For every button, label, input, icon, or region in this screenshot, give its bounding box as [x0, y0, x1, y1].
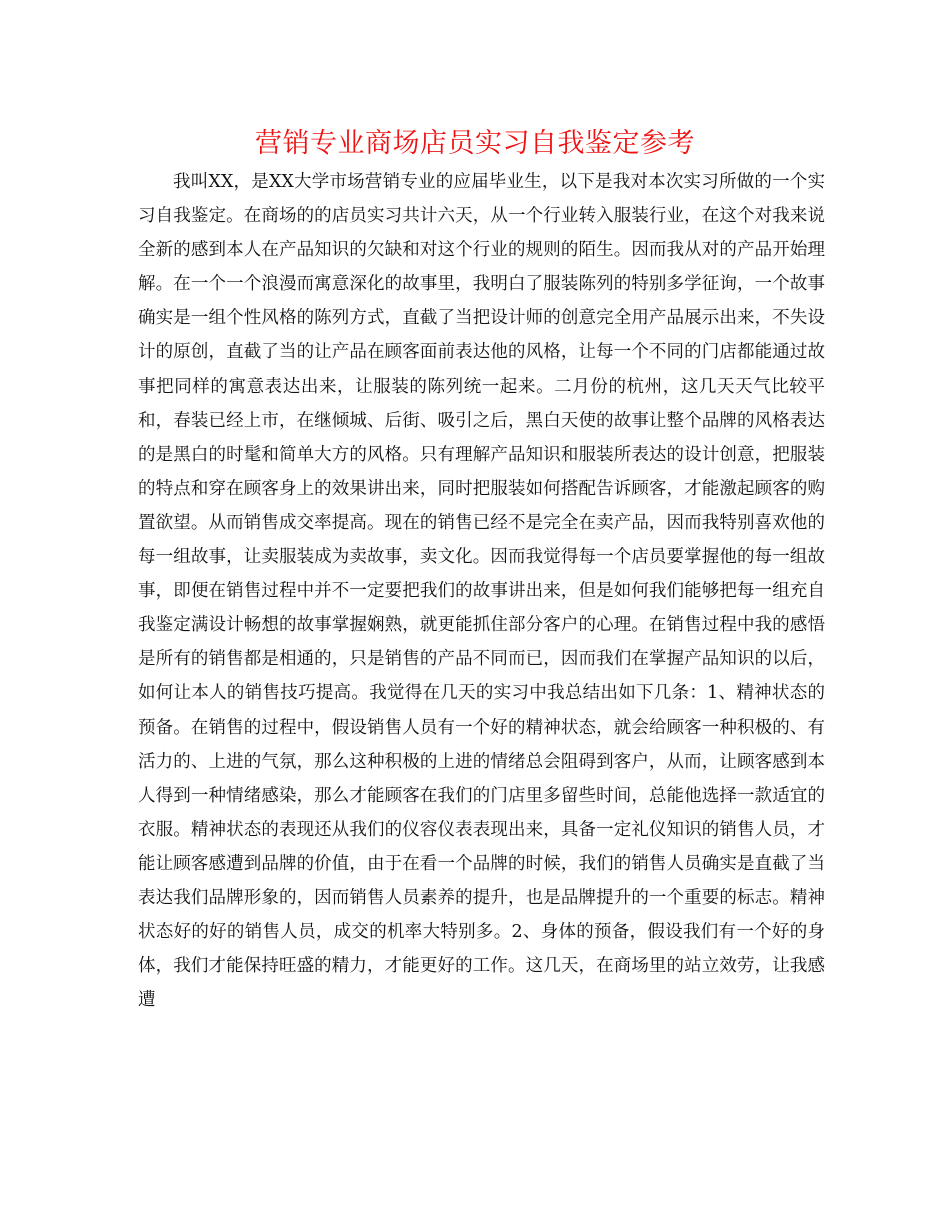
document-title: 营销专业商场店员实习自我鉴定参考	[255, 128, 695, 159]
body-paragraph: 我叫XX，是XX大学市场营销专业的应届毕业生，以下是我对本次实习所做的一个实习自我鉴定。在商场的的店员实习共计六天，从一个行业转入服装行业，在这个对我来说全新的感到本人在产品知识的欠缺和对这个行业的规则的陌生。因而我从对的产品开始理解。在一个一个浪漫而寓意深化的故事里，我明白了服装陈列的特别多学征询，一个故事确实是一组个性风格的陈列方式，直截了当把设计师的创意完全用产品展示出来，不失设计的原创，直截了当的让产品在顾客面前表达他的风格，让每一个不同的门店都能通过故事把同样的寓意表达出来，让服装的陈列统一起来。二月份的杭州，这几天天气比较平和，春装已经上市，在继倾城、后街、吸引之后，黑白天使的故事让整个品牌的风格表达的是黑白的时髦和简单大方的风格。只有理解产品知识和服装所表达的设计创意，把服装的特点和穿在顾客身上的效果讲出来，同时把服装如何搭配告诉顾客，才能激起顾客的购置欲望。从而销售成交率提高。现在的销售已经不是完全在卖产品，因而我特别喜欢他的每一组故事，让卖服装成为卖故事，卖文化。因而我觉得每一个店员要掌握他的每一组故事，即便在销售过程中并不一定要把我们的故事讲出来，但是如何我们能够把每一组充自我鉴定满设计畅想的故事掌握娴熟，就更能抓住部分客户的心理。在销售过程中我的感悟是所有的销售都是相通的，只是销售的产品不同而已，因而我们在掌握产品知识的以后，如何让本人的销售技巧提高。我觉得在几天的实习中我总结出如下几条：1、精神状态的预备。在销售的过程中，假设销售人员有一个好的精神状态，就会给顾客一种积极的、有活力的、上进的气氛，那么这种积极的上进的情绪总会阻碍到客户，从而，让顾客感到本人得到一种情绪感染，那么才能顾客在我们的门店里多留些时间，总能他选择一款适宜的衣服。精神状态的表现还从我们的仪容仪表表现出来，具备一定礼仪知识的销售人员，才能让顾客感遭到品牌的价值，由于在看一个品牌的时候，我们的销售人员确实是直截了当表达我们品牌形象的，因而销售人员素养的提升，也是品牌提升的一个重要的标志。精神状态好的好的销售人员，成交的机率大特别多。2、身体的预备，假设我们有一个好的身体，我们才能保持旺盛的精力，才能更好的工作。这几天，在商场里的站立效劳，让我感遭	[138, 172, 825, 1011]
document-body	[138, 165, 825, 1017]
